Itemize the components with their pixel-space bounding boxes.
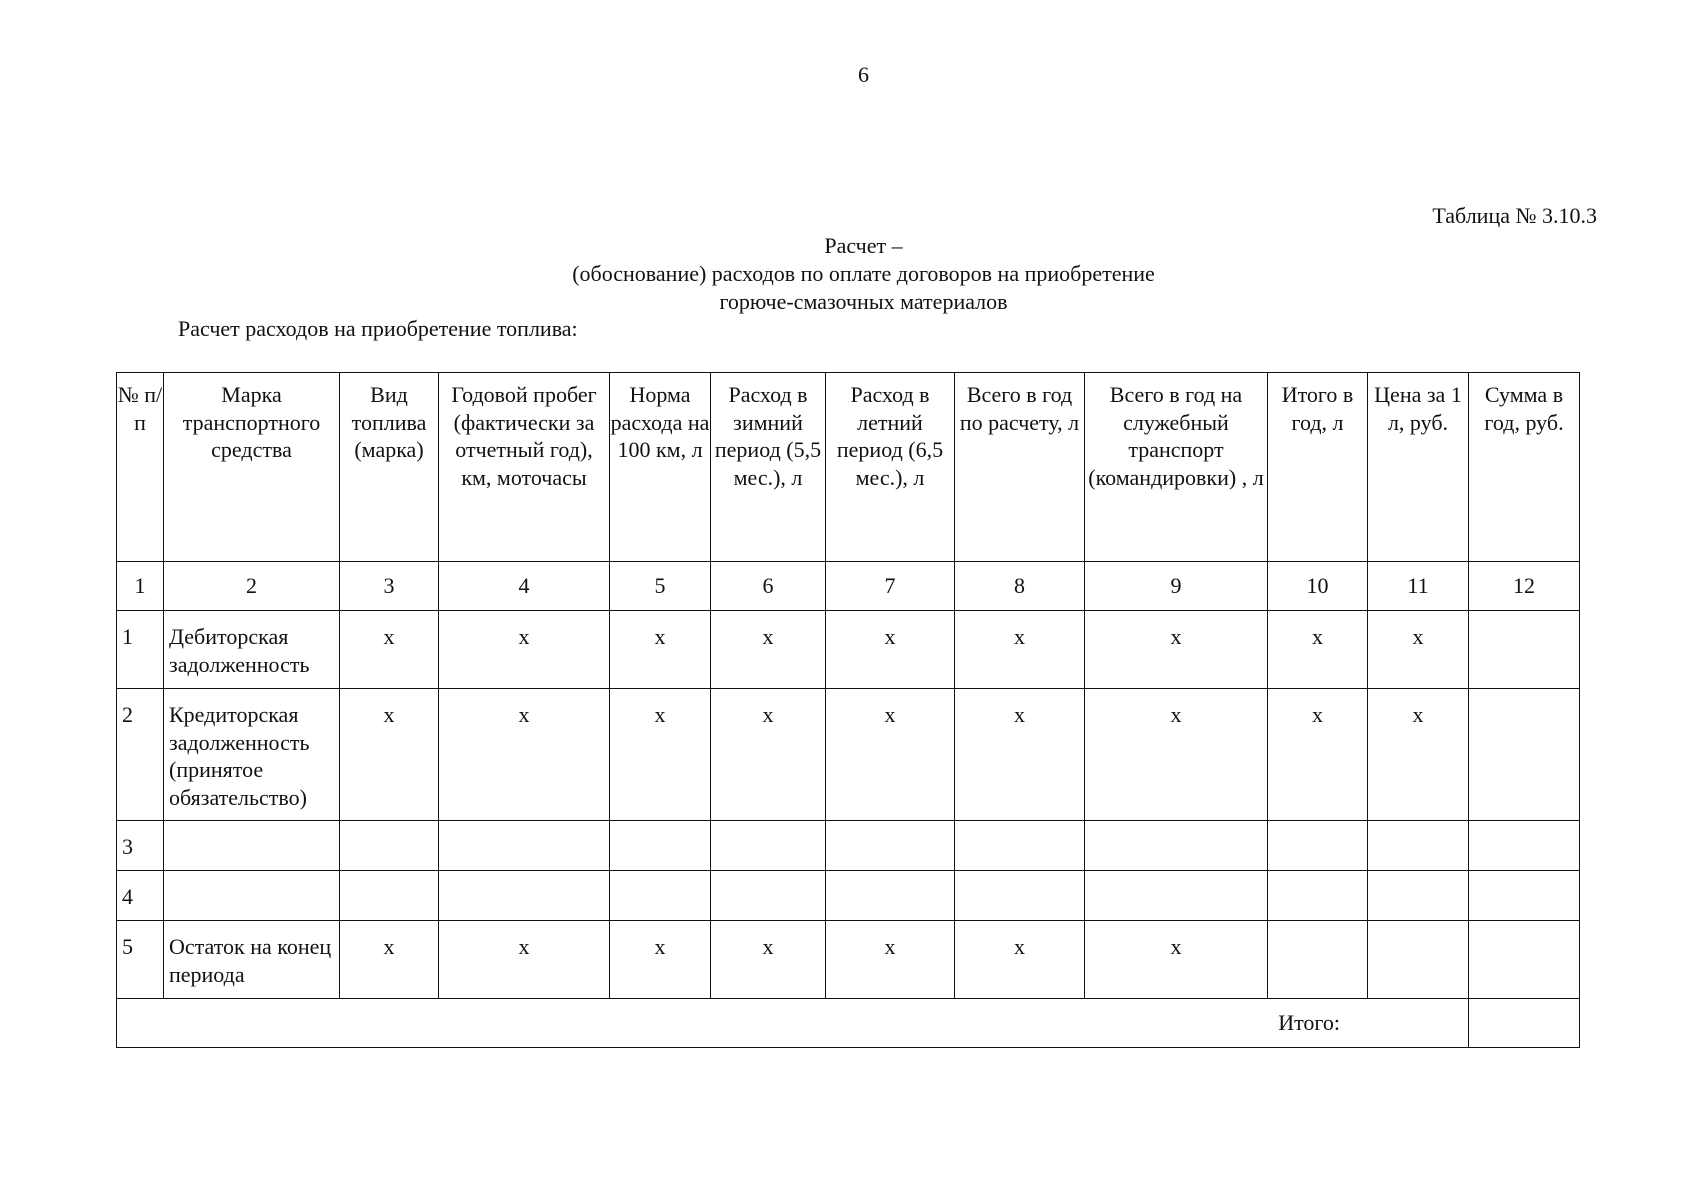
total-row — [117, 999, 1580, 1048]
table-cell: x — [1085, 689, 1268, 821]
table-cell: x — [711, 689, 826, 821]
row-number: 4 — [117, 871, 164, 921]
header-cell: Расход в зимний период (5,5 мес.), л — [711, 373, 826, 562]
table-cell — [340, 821, 439, 871]
table-cell: x — [1085, 611, 1268, 689]
column-number-cell: 12 — [1469, 562, 1580, 611]
fuel-calculation-table — [116, 372, 1580, 1048]
table-cell: x — [1268, 611, 1368, 689]
table-row — [117, 821, 1580, 871]
header-cell: Марка транспортного средства — [164, 373, 340, 562]
row-number: 2 — [117, 689, 164, 821]
table-cell: x — [340, 611, 439, 689]
table-row — [117, 871, 1580, 921]
row-name: Остаток на конец периода — [164, 921, 340, 999]
table-cell: x — [955, 611, 1085, 689]
row-name: Кредиторская задолженность (принятое обязательство) — [164, 689, 340, 821]
table-cell — [1469, 821, 1580, 871]
table-cell: x — [1368, 689, 1469, 821]
title-line-2: (обоснование) расходов по оплате договоров на приобретение — [572, 261, 1155, 286]
table-cell: x — [610, 921, 711, 999]
title-line-1: Расчет – — [824, 233, 903, 258]
row-number: 3 — [117, 821, 164, 871]
column-number-cell: 9 — [1085, 562, 1268, 611]
column-number-cell: 1 — [117, 562, 164, 611]
table-cell: x — [439, 689, 610, 821]
table-cell — [1268, 871, 1368, 921]
table-cell — [1469, 871, 1580, 921]
table-cell: x — [955, 689, 1085, 821]
column-number-cell: 4 — [439, 562, 610, 611]
table-cell — [1469, 921, 1580, 999]
column-number-cell: 10 — [1268, 562, 1368, 611]
column-number-cell: 11 — [1368, 562, 1469, 611]
header-cell: Всего в год по расчету, л — [955, 373, 1085, 562]
table-cell — [955, 871, 1085, 921]
table-cell: x — [340, 921, 439, 999]
column-number-cell: 6 — [711, 562, 826, 611]
table-cell — [955, 821, 1085, 871]
row-number: 1 — [117, 611, 164, 689]
table-row — [117, 689, 1580, 821]
header-cell: Сумма в год, руб. — [1469, 373, 1580, 562]
header-cell: Цена за 1 л, руб. — [1368, 373, 1469, 562]
table-cell: x — [711, 611, 826, 689]
document-title — [0, 232, 1696, 316]
table-cell: x — [955, 921, 1085, 999]
table-reference: Таблица № 3.10.3 — [1432, 203, 1597, 228]
total-label: Итого: — [117, 999, 1469, 1048]
header-cell: Годовой пробег (фактически за отчетный год), км, моточасы — [439, 373, 610, 562]
table-cell: x — [340, 689, 439, 821]
section-subtitle: Расчет расходов на приобретение топлива: — [178, 316, 578, 341]
table-cell: x — [1368, 611, 1469, 689]
column-number-cell: 5 — [610, 562, 711, 611]
table-cell: x — [826, 611, 955, 689]
table-cell: x — [439, 921, 610, 999]
table-cell — [610, 821, 711, 871]
column-number-row — [117, 562, 1580, 611]
table-cell — [439, 821, 610, 871]
header-row — [117, 373, 1580, 562]
table-cell — [1368, 821, 1469, 871]
table-cell — [1469, 611, 1580, 689]
table-cell — [1368, 871, 1469, 921]
table-cell: x — [1268, 689, 1368, 821]
table-cell: x — [439, 611, 610, 689]
table-row — [117, 921, 1580, 999]
table-cell — [439, 871, 610, 921]
header-cell: Расход в летний период (6,5 мес.), л — [826, 373, 955, 562]
header-cell: Всего в год на служебный транспорт (командировки) , л — [1085, 373, 1268, 562]
table-cell — [1085, 871, 1268, 921]
title-line-3: горюче-смазочных материалов — [719, 289, 1008, 314]
row-number: 5 — [117, 921, 164, 999]
table-cell — [711, 821, 826, 871]
table-cell — [1469, 689, 1580, 821]
column-number-cell: 8 — [955, 562, 1085, 611]
table-cell: x — [610, 611, 711, 689]
header-cell: Итого в год, л — [1268, 373, 1368, 562]
table-cell — [826, 821, 955, 871]
table-cell — [1368, 921, 1469, 999]
table-cell — [1268, 921, 1368, 999]
table-cell: x — [711, 921, 826, 999]
table-row — [117, 611, 1580, 689]
row-name: Дебиторская задолженность — [164, 611, 340, 689]
table-cell: x — [826, 921, 955, 999]
row-name — [164, 871, 340, 921]
page-number: 6 — [858, 62, 869, 87]
table-cell — [340, 871, 439, 921]
table-cell: x — [610, 689, 711, 821]
table-cell — [826, 871, 955, 921]
row-name — [164, 821, 340, 871]
header-cell: Вид топлива (марка) — [340, 373, 439, 562]
column-number-cell: 2 — [164, 562, 340, 611]
table-cell — [1268, 821, 1368, 871]
table-cell: x — [1085, 921, 1268, 999]
table-cell — [610, 871, 711, 921]
table-cell — [1085, 821, 1268, 871]
column-number-cell: 3 — [340, 562, 439, 611]
header-cell: Норма расхода на 100 км, л — [610, 373, 711, 562]
column-number-cell: 7 — [826, 562, 955, 611]
table-cell — [711, 871, 826, 921]
total-value — [1469, 999, 1580, 1048]
table-cell: x — [826, 689, 955, 821]
header-cell: № п/п — [117, 373, 164, 562]
